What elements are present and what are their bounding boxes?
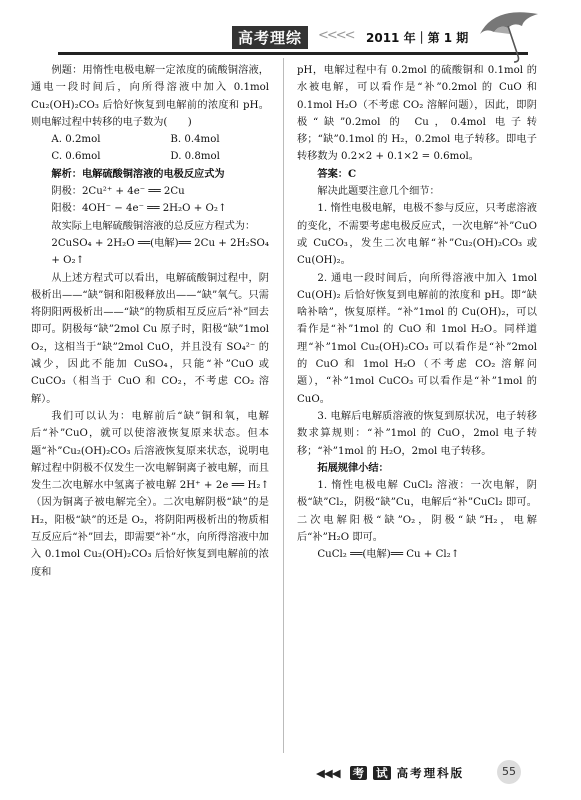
summary-heading: 拓展规律小结： — [317, 461, 389, 474]
footer-arrows-icon: ◀◀◀ — [316, 766, 340, 780]
umbrella-icon — [474, 4, 544, 66]
analysis-paragraph-1: 从上述方程式可以看出，电解硫酸铜过程中，阴极析出——“缺”铜和阳极释放出——“缺”氧气。只需将阴阳两极析出——“缺”的物质相互反应后“补”回去即可。阴极每“缺”2mol Cu 原子时，阳极“缺”1mol O₂，这相当于“缺”2mol CuO，并且没有 SO₄²⁻ 的减少，因此不能加 CuSO₄，只能“补”CuO 或 CuCO₃（相当于 CuO 和 CO₂，不考虑 CO₂ 溶解）。 — [31, 272, 269, 405]
options-row-2 — [31, 148, 269, 165]
header-chevrons: <<<< — [318, 28, 354, 43]
answer-label: 答案：C — [317, 167, 357, 180]
journal-title: 高考理综 — [232, 26, 308, 49]
option-b: B. 0.4mol — [170, 134, 220, 146]
page-number: 55 — [497, 760, 521, 784]
right-column — [297, 62, 537, 564]
detail-2: 2. 通电一段时间后，向所得溶液中加入 1mol Cu(OH)₂ 后恰好恢复到电解前的浓度和 pH。即“缺啥补啥”，恢复原样。“补”1mol 的 Cu(OH)₂，可以看作是“补”1mol 的 CuO 和 1mol H₂O。同样道理“补”1mol Cu₂(OH)₂CO₃ 可以看作是“补”2mol 的 CuO 和 1mol H₂O（不考虑 CO₂ 溶解问题），“补”1mol CuCO₃ 可以看作是“补”1mol 的 CuO。 — [297, 272, 537, 405]
option-c: C. 0.6mol — [51, 151, 101, 163]
cucl2-equation: CuCl₂ ══(电解)══ Cu + Cl₂↑ — [317, 549, 460, 561]
footer — [316, 765, 464, 781]
detail-1: 1. 惰性电极电解，电极不参与反应，只考虑溶液的变化，不需要考虑电极反应式，一次电解“补”CuO 或 CuCO₃，发生二次电解“补”Cu₂(OH)₂CO₃ 或 Cu(OH)₂。 — [297, 203, 537, 267]
cathode-equation: 阴极：2Cu²⁺ + 4e⁻ ══ 2Cu — [51, 186, 185, 198]
footer-text: 高考理科版 — [396, 766, 465, 780]
footer-tag-1: 考 — [350, 766, 368, 780]
issue-label: 2011 年｜第 1 期 — [366, 31, 469, 45]
analysis-continued: pH，电解过程中有 0.2mol 的硫酸铜和 0.1mol 的水被电解，可以看作是“补”0.2mol 的 CuO 和 0.1mol H₂O（不考虑 CO₂ 溶解问题），因此，即阴极“缺”0.2mol 的 Cu，0.4mol 电子转移；“缺”0.1mol 的 H₂，0.2mol 电子转移。即电子转移数为 0.2×2 + 0.1×2 = 0.6mol。 — [297, 65, 537, 163]
left-column — [31, 62, 269, 581]
total-equation: 2CuSO₄ + 2H₂O ══(电解)══ 2Cu + 2H₂SO₄ + O₂↑ — [51, 237, 269, 267]
option-d: D. 0.8mol — [170, 151, 220, 163]
option-a: A. 0.2mol — [51, 134, 101, 146]
column-divider — [283, 58, 284, 753]
analysis-intro: 解析：电解硫酸铜溶液的电极反应式为 — [51, 167, 225, 180]
detail-3: 3. 电解后电解质溶液的恢复到原状况，电子转移数求算规则：“补”1mol 的 CuO，2mol 电子转移；“补”1mol 的 H₂O，2mol 电子转移。 — [297, 410, 537, 457]
footer-tag-2: 试 — [373, 766, 391, 780]
question-text: 例题：用惰性电极电解一定浓度的硫酸铜溶液，通电一段时间后，向所得溶液中加入 0.1mol Cu₂(OH)₂CO₃ 后恰好恢复到电解前的浓度和 pH。则电解过程中转移的电子数为( ) — [31, 65, 269, 128]
summary-item-1: 1. 惰性电极电解 CuCl₂ 溶液：一次电解，阴极“缺”Cl₂，阴极“缺”Cu，电解后“补”CuCl₂ 即可。二次电解阳极“缺”O₂，阴极“缺”H₂，电解后“补”H₂O 即可。 — [297, 480, 537, 544]
anode-equation: 阳极：4OH⁻ − 4e⁻ ══ 2H₂O + O₂↑ — [51, 203, 227, 215]
analysis-paragraph-2: 我们可以认为：电解前后“缺”铜和氧，电解后“补”CuO，就可以使溶液恢复原来状态。但本题“补”Cu₂(OH)₂CO₃ 后溶液恢复原来状态，说明电解过程中阴极不仅发生一次电解铜离子被电解，而且发生二次电解水中氢离子被电解 2H⁺ + 2e ══ H₂↑（因为铜离子被电解完全）。二次电解阴极“缺”的是 H₂，阳极“缺”的还是 O₂，将阴阳两极析出的物质相互反应后“补”回去，即需要“补”水，向所得溶液中加入 0.1mol Cu₂(OH)₂CO₃ 后恰好恢复到电解前的浓度和 — [31, 410, 269, 578]
total-reaction-intro: 故实际上电解硫酸铜溶液的总反应方程式为： — [51, 220, 256, 232]
details-intro: 解决此题要注意几个细节： — [317, 186, 440, 198]
options-row-1 — [31, 131, 269, 148]
